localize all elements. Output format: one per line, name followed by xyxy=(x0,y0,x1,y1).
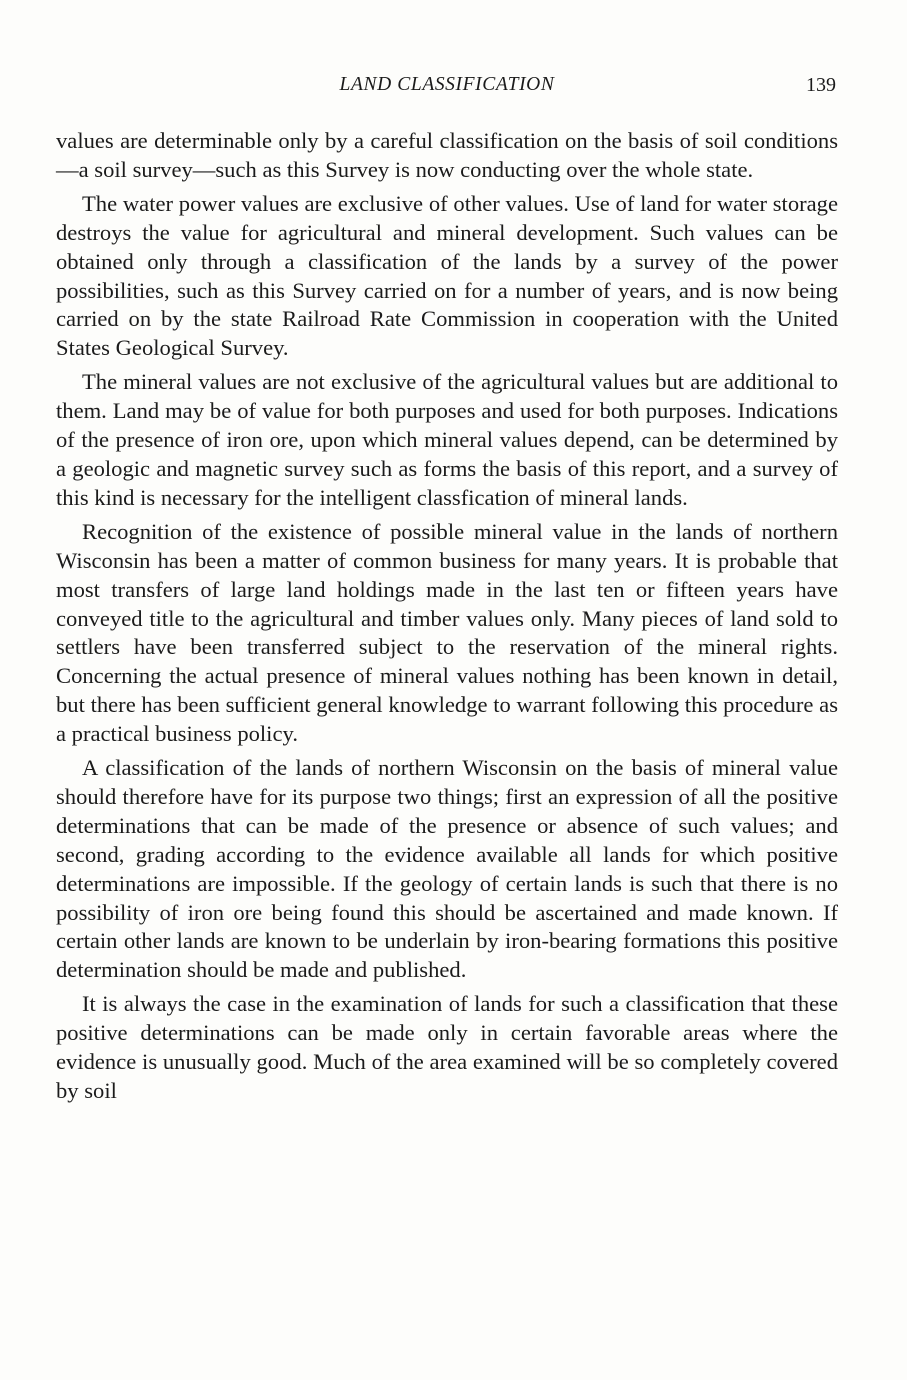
paragraph-mineral-values: The mineral values are not exclusive of the agricultural values but are additional to them. Land may be of value for both purposes and used for both purposes. Indications of the presence of iron ore, upon which mineral values depend, can be determined by a geologic and magnetic survey such as forms the basis of this report, and a survey of this kind is necessary for the intelligent classfication of mineral lands. xyxy=(56,369,838,510)
paragraph-classification: A classification of the lands of northern Wisconsin on the basis of mineral value should therefore have for its purpose two things; first an expression of all the positive determinations that can be made of the presence or absence of such values; and second, grading according to the evidence available all lands for which positive determinations are impossible. If the geology of certain lands is such that there is no possibility of iron ore being found this should be ascertained and made known. If certain other lands are known to be underlain by iron-bearing formations this positive determination should be made and published. xyxy=(56,755,838,983)
running-head xyxy=(56,74,838,100)
running-title: LAND CLASSIFICATION xyxy=(339,74,555,95)
body-text xyxy=(56,127,838,1111)
page-number: 139 xyxy=(806,74,836,96)
paragraph-water-power: The water power values are exclusive of other values. Use of land for water storage destroys the value for agricultural and mineral development. Such values can be obtained only through a classification of the lands by a survey of the power possibilities, such as this Survey carried on for a number of years, and is now being carried on by the state Railroad Rate Commission in cooperation with the United States Geological Survey. xyxy=(56,190,838,361)
paragraph-recognition: Recognition of the existence of possible mineral value in the lands of northern Wisconsin has been a matter of common business for many years. It is probable that most transfers of large land holdings made in the last ten or fifteen years have conveyed title to the agricultural and timber values only. Many pieces of land sold to settlers have been transferred subject to the reservation of the mineral rights. Concerning the actual presence of mineral values nothing has been known in detail, but there has been sufficient general knowledge to warrant following this procedure as a practical business policy. xyxy=(56,518,838,747)
paragraph-positive-determinations: It is always the case in the examination of lands for such a classification that these positive determinations can be made only in certain favorable areas where the evidence is unusually good. Much of the area examined will be so completely covered by soil xyxy=(56,991,838,1103)
paragraph-continuation: values are determinable only by a careful classification on the basis of soil conditions—a soil survey—such as this Survey is now conducting over the whole state. xyxy=(56,128,838,182)
